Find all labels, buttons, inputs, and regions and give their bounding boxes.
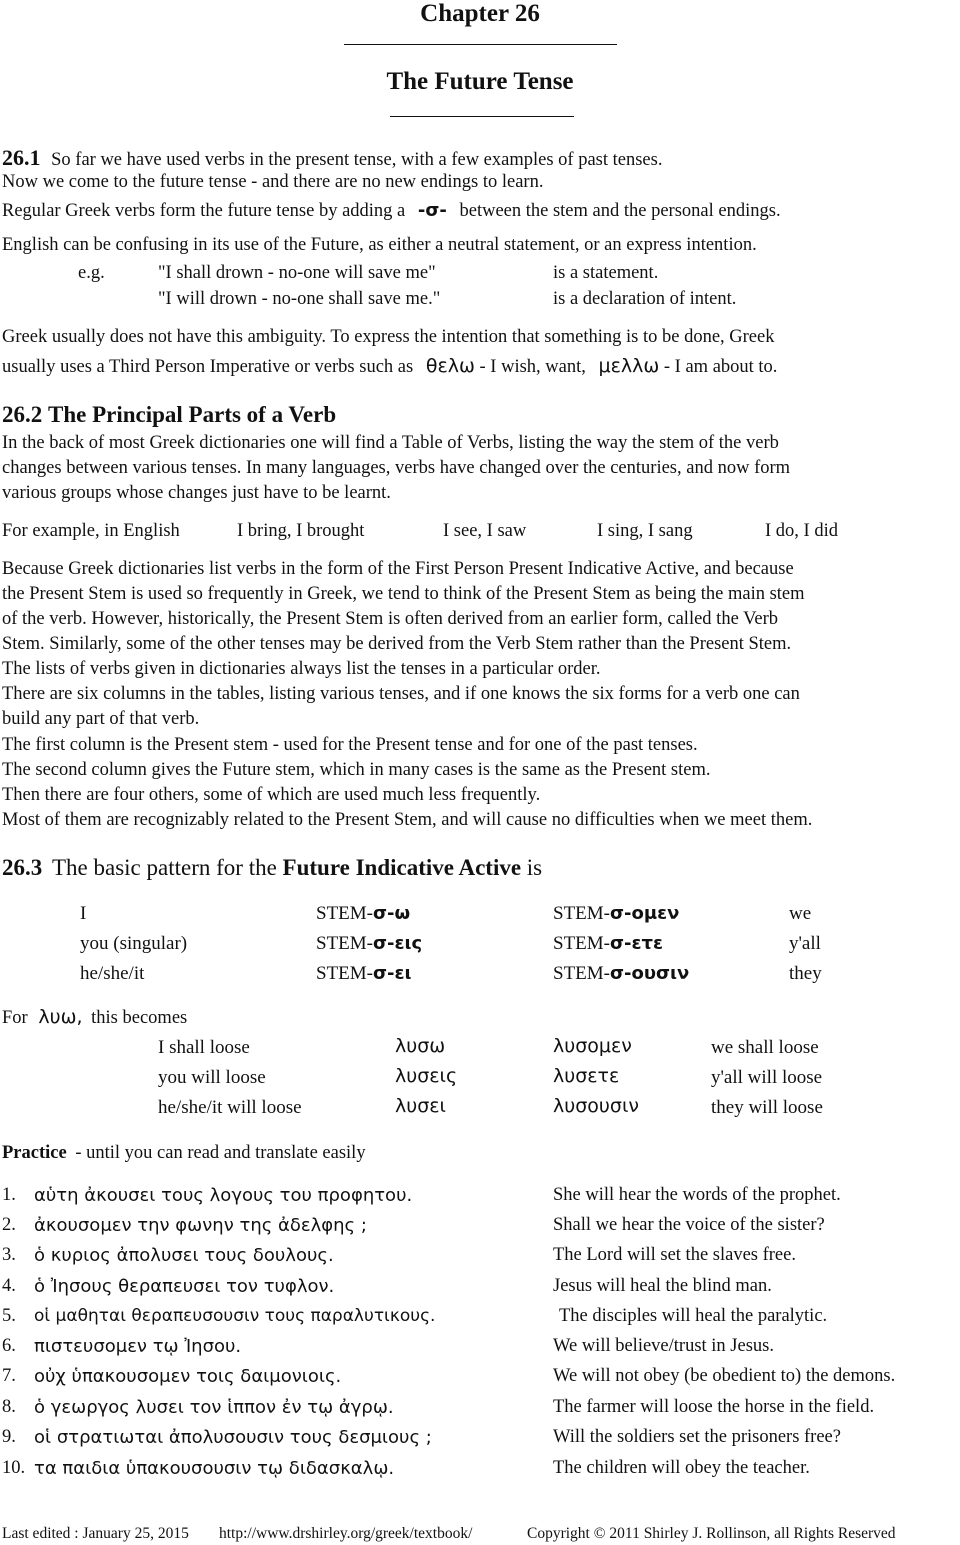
practice-english: The children will obey the teacher. bbox=[553, 1458, 810, 1478]
luo-pl-1: λυσομεν bbox=[553, 1035, 632, 1057]
luo-sg-1: λυσω bbox=[395, 1035, 446, 1057]
footer-copyright: Copyright © 2011 Shirley J. Rollinson, all Rights Reserved bbox=[527, 1525, 896, 1542]
pattern-person-2: you (singular) bbox=[80, 933, 188, 954]
pattern-pl-1: STEM-σ-ομεν bbox=[553, 903, 680, 924]
practice-greek: οὐχ ὑπακουσομεν τοις δαιμονιοις. bbox=[34, 1366, 342, 1387]
section-26-2-line-3: various groups whose changes just have to be learnt. bbox=[2, 483, 391, 503]
para-line-1: Because Greek dictionaries list verbs in the form of the First Person Present Indicative Active, and because bbox=[2, 559, 794, 579]
practice-english: We will believe/trust in Jesus. bbox=[553, 1336, 774, 1356]
para-line-4: Stem. Similarly, some of the other tenses may be derived from the Verb Stem rather than the Present Stem. bbox=[2, 634, 792, 654]
chapter-rule bbox=[344, 44, 617, 45]
practice-english: Shall we hear the voice of the sister? bbox=[553, 1215, 825, 1235]
example-intent-note: is a declaration of intent. bbox=[553, 289, 737, 309]
practice-number: 5. bbox=[2, 1306, 16, 1326]
section-26-3-heading: 26.3 The basic pattern for the Future Indicative Active is bbox=[2, 855, 543, 880]
greek-luo: λυω, bbox=[38, 1006, 83, 1028]
pattern-sg-3: STEM-σ-ει bbox=[316, 963, 412, 984]
pattern-pl-person-2: y'all bbox=[789, 933, 821, 954]
practice-greek: οἱ μαθηται θεραπευσουσιν τους παραλυτικους. bbox=[34, 1306, 436, 1326]
practice-number: 9. bbox=[2, 1427, 16, 1447]
english-example-label: For example, in English bbox=[2, 521, 180, 541]
section-26-1-line-4: English can be confusing in its use of the Future, as either a neutral statement, or an express intention. bbox=[2, 235, 757, 255]
practice-english: The farmer will loose the horse in the field. bbox=[553, 1397, 875, 1417]
practice-number: 6. bbox=[2, 1336, 16, 1356]
practice-number: 1. bbox=[2, 1185, 16, 1205]
practice-greek: τα παιδια ὑπακουσουσιν τῳ διδασκαλῳ. bbox=[34, 1458, 395, 1479]
para-line-7: build any part of that verb. bbox=[2, 709, 200, 729]
luo-pl-3: λυσουσιν bbox=[553, 1095, 639, 1117]
luo-pl-eng-2: y'all will loose bbox=[711, 1067, 823, 1088]
pattern-person-1: I bbox=[80, 903, 87, 924]
section-26-1-line-5: Greek usually does not have this ambiguity. To express the intention that something is to be done, Greek bbox=[2, 327, 775, 347]
section-number: 26.1 bbox=[2, 145, 41, 170]
practice-greek: ἀκουσομεν την φωνην της ἀδελφης ; bbox=[34, 1215, 367, 1236]
section-26-2-line-2: changes between various tenses. In many languages, verbs have changed over the centuries, and now form bbox=[2, 458, 791, 478]
para-line-3: of the verb. However, historically, the Present Stem is often derived from an earlier form, called the Verb bbox=[2, 609, 778, 629]
para-line-2: the Present Stem is used so frequently in Greek, we tend to think of the Present Stem as being the main stem bbox=[2, 584, 805, 604]
section-26-2-heading: 26.2 The Principal Parts of a Verb bbox=[2, 402, 337, 427]
practice-number: 4. bbox=[2, 1276, 16, 1296]
luo-sg-3: λυσει bbox=[395, 1095, 446, 1117]
example-intent: "I will drown - no-one shall save me." bbox=[158, 289, 441, 309]
pattern-pl-person-1: we bbox=[789, 903, 812, 924]
pattern-sg-1: STEM-σ-ω bbox=[316, 903, 411, 924]
practice-number: 10. bbox=[2, 1458, 26, 1478]
luo-pl-eng-1: we shall loose bbox=[711, 1037, 819, 1058]
practice-english: Jesus will heal the blind man. bbox=[553, 1276, 772, 1296]
para-line-8: The first column is the Present stem - used for the Present tense and for one of the past tenses. bbox=[2, 735, 698, 755]
luo-eng-1: I shall loose bbox=[158, 1037, 250, 1058]
practice-greek: ὁ γεωργος λυσει τον ἱππον ἐν τῳ ἀγρῳ. bbox=[34, 1397, 394, 1418]
para-line-5: The lists of verbs given in dictionaries always list the tenses in a particular order. bbox=[2, 659, 601, 679]
pattern-pl-3: STEM-σ-ουσιν bbox=[553, 963, 690, 984]
practice-number: 2. bbox=[2, 1215, 16, 1235]
section-26-1-line-3: Regular Greek verbs form the future tense by adding a -σ- between the stem and the personal endings. bbox=[2, 200, 781, 221]
practice-number: 8. bbox=[2, 1397, 16, 1417]
practice-number: 3. bbox=[2, 1245, 16, 1265]
practice-greek: ὁ κυριος ἀπολυσει τους δουλους. bbox=[34, 1245, 334, 1266]
luo-pl-eng-3: they will loose bbox=[711, 1097, 823, 1118]
pattern-person-3: he/she/it bbox=[80, 963, 145, 984]
section-26-1-line-2: Now we come to the future tense - and there are no new endings to learn. bbox=[2, 172, 544, 192]
practice-english: The disciples will heal the paralytic. bbox=[559, 1306, 828, 1326]
eg-label: e.g. bbox=[78, 263, 105, 283]
practice-english: The Lord will set the slaves free. bbox=[553, 1245, 796, 1265]
para-line-9: The second column gives the Future stem, which in many cases is the same as the Present stem. bbox=[2, 760, 711, 780]
english-example-1: I bring, I brought bbox=[237, 521, 365, 541]
section-26-1-line-6: usually uses a Third Person Imperative or verbs such as θελω - I wish, want, μελλω - I am about to. bbox=[2, 355, 778, 377]
section-26-1-line-1: 26.1 So far we have used verbs in the present tense, with a few examples of past tenses. bbox=[2, 145, 663, 170]
greek-mello: μελλω bbox=[598, 355, 660, 377]
practice-greek: πιστευσομεν τῳ Ἰησου. bbox=[34, 1336, 242, 1357]
english-example-3: I sing, I sang bbox=[597, 521, 693, 541]
sigma-infix: -σ- bbox=[417, 200, 447, 221]
page-title: The Future Tense bbox=[386, 68, 574, 95]
practice-greek: αὑτη ἀκουσει τους λογους του προφητου. bbox=[34, 1185, 413, 1206]
english-example-4: I do, I did bbox=[765, 521, 838, 541]
footer-last-edited: Last edited : January 25, 2015 bbox=[2, 1525, 189, 1542]
example-statement-note: is a statement. bbox=[553, 263, 659, 283]
luo-eng-2: you will loose bbox=[158, 1067, 266, 1088]
footer-url[interactable]: http://www.drshirley.org/greek/textbook/ bbox=[219, 1525, 473, 1542]
luo-pl-2: λυσετε bbox=[553, 1065, 620, 1087]
practice-number: 7. bbox=[2, 1366, 16, 1386]
luo-eng-3: he/she/it will loose bbox=[158, 1097, 302, 1118]
practice-english: She will hear the words of the prophet. bbox=[553, 1185, 841, 1205]
para-line-6: There are six columns in the tables, listing various tenses, and if one knows the six forms for a verb one can bbox=[2, 684, 800, 704]
para-line-11: Most of them are recognizably related to the Present Stem, and will cause no difficulties when we meet them. bbox=[2, 810, 813, 830]
pattern-pl-person-3: they bbox=[789, 963, 822, 984]
practice-greek: ὁ Ἰησους θεραπευσει τον τυφλον. bbox=[34, 1276, 335, 1297]
chapter-heading: Chapter 26 bbox=[420, 0, 540, 27]
luo-sg-2: λυσεις bbox=[395, 1065, 458, 1087]
practice-english: We will not obey (be obedient to) the demons. bbox=[553, 1366, 896, 1386]
for-luo-line: For λυω, this becomes bbox=[2, 1006, 188, 1028]
title-rule bbox=[390, 116, 574, 117]
example-statement: "I shall drown - no-one will save me" bbox=[158, 263, 436, 283]
para-line-10: Then there are four others, some of which are used much less frequently. bbox=[2, 785, 541, 805]
practice-english: Will the soldiers set the prisoners free? bbox=[553, 1427, 841, 1447]
pattern-pl-2: STEM-σ-ετε bbox=[553, 933, 664, 954]
pattern-sg-2: STEM-σ-εις bbox=[316, 933, 423, 954]
english-example-2: I see, I saw bbox=[443, 521, 527, 541]
greek-thelo: θελω bbox=[425, 355, 475, 377]
practice-heading: Practice - until you can read and translate easily bbox=[2, 1143, 366, 1163]
practice-greek: οἱ στρατιωται ἀπολυσουσιν τους δεσμιους ; bbox=[34, 1427, 432, 1448]
section-26-2-line-1: In the back of most Greek dictionaries one will find a Table of Verbs, listing the way the stem of the verb bbox=[2, 433, 779, 453]
